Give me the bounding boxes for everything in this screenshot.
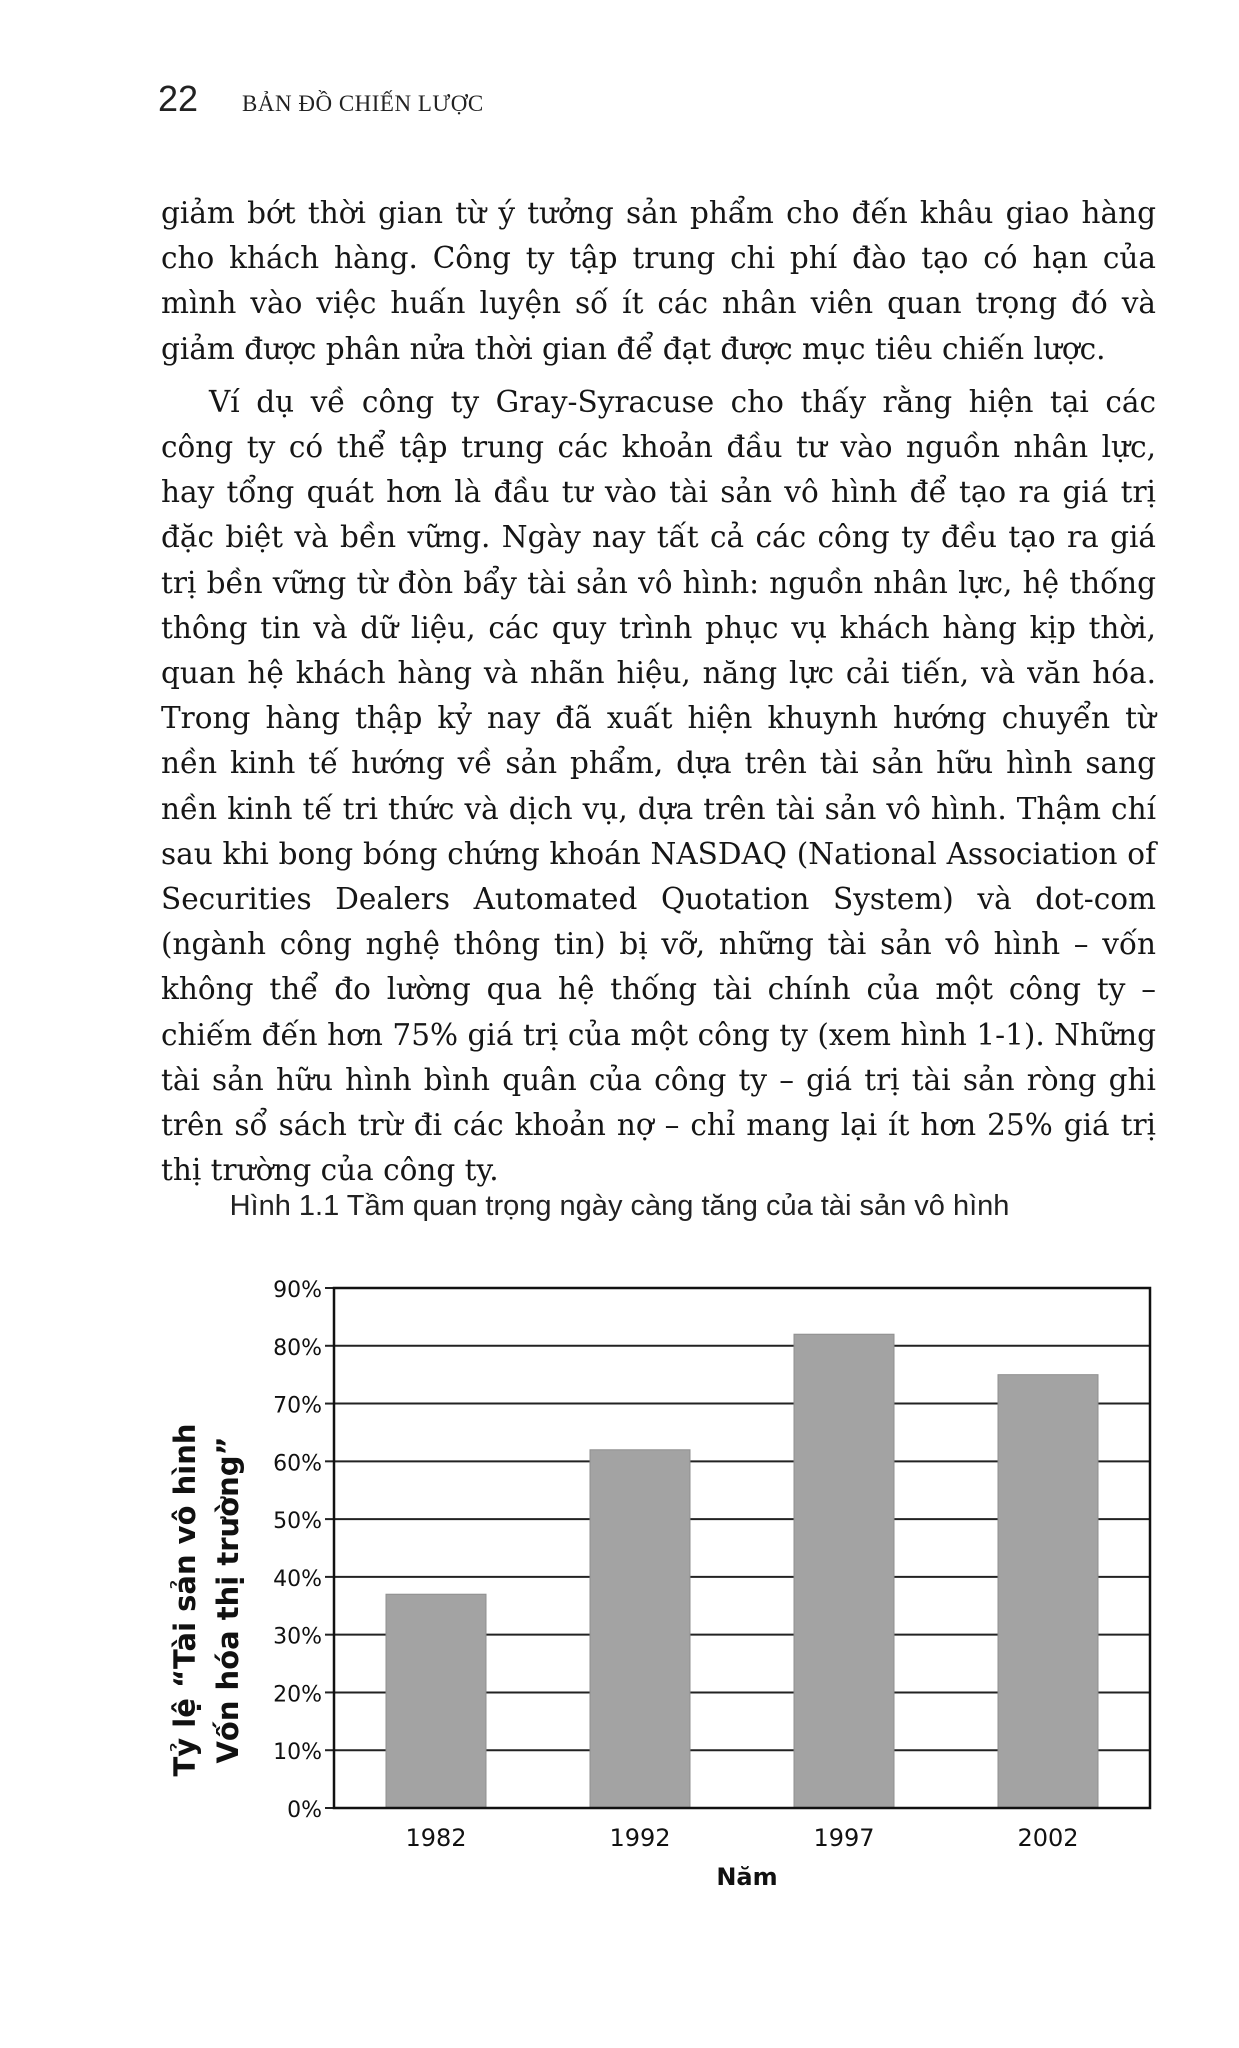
x-tick-label: 1992: [609, 1824, 671, 1852]
body-text: [161, 191, 1156, 1193]
y-tick-label: 10%: [273, 1740, 322, 1766]
bar: [998, 1375, 1098, 1808]
bar: [386, 1594, 486, 1808]
x-tick-label: 2002: [1017, 1824, 1079, 1852]
paragraph-1: giảm bớt thời gian từ ý tưởng sản phẩm cho đến khâu giao hàng cho khách hàng. Công ty tập trung chi phí đào tạo có hạn của mình vào việc huấn luyện số ít các nhân viên quan trọng đó và giảm được phân nửa thời gian để đạt được mục tiêu chiến lược.: [161, 196, 1156, 366]
paragraph-2: Ví dụ về công ty Gray-Syracuse cho thấy rằng hiện tại các công ty có thể tập trung các khoản đầu tư vào nguồn nhân lực, hay tổng quát hơn là đầu tư vào tài sản vô hình để tạo ra giá trị đặc biệt và bền vững. Ngày nay tất cả các công ty đều tạo ra giá trị bền vững từ đòn bẩy tài sản vô hình: nguồn nhân lực, hệ thống thông tin và dữ liệu, các quy trình phục vụ khách hàng kịp thời, quan hệ khách hàng và nhãn hiệu, năng lực cải tiến, và văn hóa. Trong hàng thập kỷ nay đã xuất hiện khuynh hướng chuyển từ nền kinh tế hướng về sản phẩm, dựa trên tài sản hữu hình sang nền kinh tế tri thức và dịch vụ, dựa trên tài sản vô hình. Thậm chí sau khi bong bóng chứng khoán NASDAQ (National Association of Securities Dealers Automated Quotation System) và dot-com (ngành công nghệ thông tin) bị vỡ, những tài sản vô hình – vốn không thể đo lường qua hệ thống tài chính của một công ty – chiếm đến hơn 75% giá trị của một công ty (xem hình 1-1). Những tài sản hữu hình bình quân của công ty – giá trị tài sản ròng ghi trên sổ sách trừ đi các khoản nợ – chỉ mang lại ít hơn 25% giá trị thị trường của công ty.: [161, 384, 1156, 1188]
y-axis-title-line: Vốn hóa thị trường”: [211, 1436, 245, 1764]
page-number: 22: [158, 78, 199, 119]
plot-frame: [334, 1288, 1150, 1808]
x-tick-label: 1997: [813, 1824, 875, 1852]
y-tick-label: 80%: [273, 1335, 322, 1361]
running-title: BẢN ĐỒ CHIẾN LƯỢC: [242, 91, 484, 116]
y-tick-label: 90%: [273, 1278, 322, 1303]
y-tick-label: 50%: [273, 1509, 322, 1535]
x-tick-label: 1982: [405, 1824, 467, 1852]
y-tick-label: 20%: [273, 1682, 322, 1708]
bar: [590, 1450, 690, 1808]
y-tick-label: 60%: [273, 1451, 322, 1477]
bar: [794, 1334, 894, 1808]
y-tick-label: 70%: [273, 1393, 322, 1419]
figure-caption: Hình 1.1 Tầm quan trọng ngày càng tăng của tài sản vô hình: [229, 1190, 1010, 1222]
page-header: [158, 78, 484, 120]
y-tick-label: 30%: [273, 1624, 322, 1650]
y-axis-title-line: Tỷ lệ “Tài sản vô hình: [168, 1423, 202, 1777]
x-axis-title: Năm: [716, 1863, 778, 1891]
y-tick-label: 40%: [273, 1566, 322, 1592]
y-tick-label: 0%: [287, 1798, 322, 1823]
